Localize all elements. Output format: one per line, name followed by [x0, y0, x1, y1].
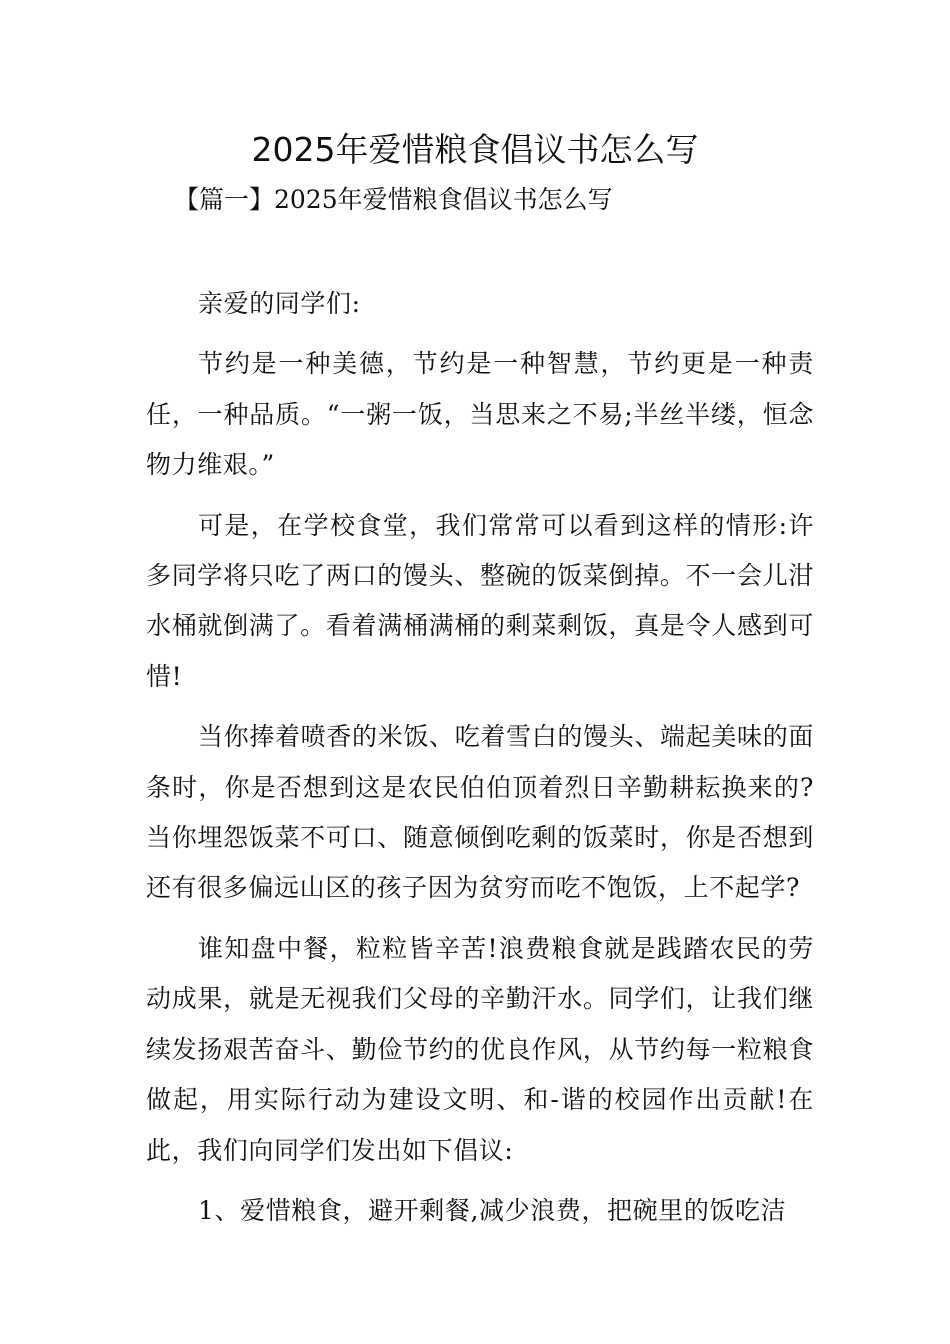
document-title: 2025年爱惜粮食倡议书怎么写	[251, 130, 699, 169]
paragraph: 当你捧着喷香的米饭、吃着雪白的馒头、端起美味的面条时，你是否想到这是农民伯伯顶着烈日辛勤耕耘换来的?当你埋怨饭菜不可口、随意倾倒吃剩的饭菜时，你是否想到还有很多偏远山区的孩子因为贫穷而吃不饱饭，上不起学?	[146, 722, 814, 903]
salutation: 亲爱的同学们:	[198, 289, 361, 318]
paragraph: 1、爱惜粮食，避开剩餐,减少浪费，把碗里的饭吃洁	[198, 1195, 787, 1225]
paragraph: 节约是一种美德，节约是一种智慧，节约更是一种责任，一种品质。“一粥一饭，当思来之不易;半丝半缕，恒念物力维艰。”	[146, 349, 814, 480]
paragraph: 谁知盘中餐，粒粒皆辛苦!浪费粮食就是践踏农民的劳动成果，就是无视我们父母的辛勤汗水。同学们，让我们继续发扬艰苦奋斗、勤俭节约的优良作风，从节约每一粒粮食做起，用实际行动为建设文明、和-谐的校园作出贡献!在此，我们向同学们发出如下倡议:	[146, 933, 814, 1165]
section-heading: 【篇一】2025年爱惜粮食倡议书怎么写	[174, 185, 613, 214]
paragraph: 可是，在学校食堂，我们常常可以看到这样的情形:许多同学将只吃了两口的馒头、整碗的饭菜倒掉。不一会儿泔水桶就倒满了。看着满桶满桶的剩菜剩饭，真是令人感到可惜!	[146, 510, 814, 691]
document-body	[146, 279, 814, 1236]
